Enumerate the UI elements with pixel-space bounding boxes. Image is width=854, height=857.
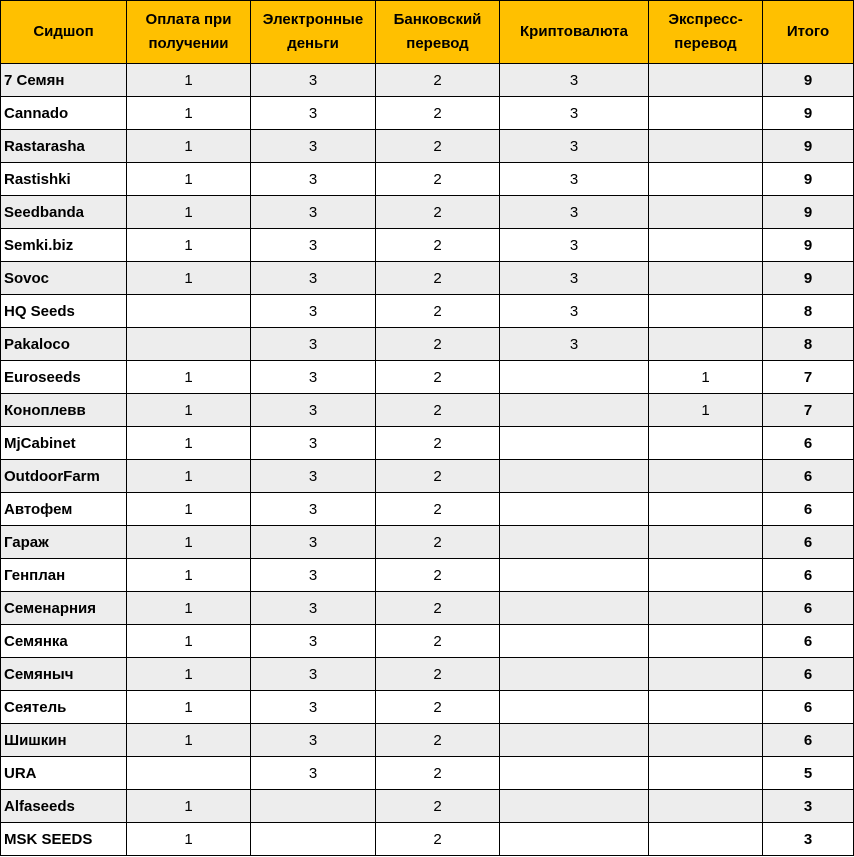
- table-row: [1, 328, 854, 361]
- express-transfer-cell: [649, 790, 763, 823]
- seedshop-cell: MSK SEEDS: [1, 823, 127, 856]
- express-transfer-cell: [649, 97, 763, 130]
- express-transfer-cell: [649, 724, 763, 757]
- table-row: [1, 130, 854, 163]
- seedshop-cell: OutdoorFarm: [1, 460, 127, 493]
- table-row: [1, 460, 854, 493]
- header-seedshop: Сидшоп: [1, 1, 127, 64]
- table-row: [1, 592, 854, 625]
- bank-transfer-cell: 2: [376, 592, 500, 625]
- total-cell: 6: [763, 691, 854, 724]
- seedshop-cell: Pakaloco: [1, 328, 127, 361]
- cash-on-delivery-cell: 1: [127, 592, 251, 625]
- bank-transfer-cell: 2: [376, 790, 500, 823]
- crypto-cell: [500, 823, 649, 856]
- crypto-cell: [500, 394, 649, 427]
- e-money-cell: 3: [251, 691, 376, 724]
- cash-on-delivery-cell: 1: [127, 559, 251, 592]
- crypto-cell: [500, 724, 649, 757]
- crypto-cell: [500, 790, 649, 823]
- table-row: [1, 295, 854, 328]
- seedshop-cell: Sovoc: [1, 262, 127, 295]
- total-cell: 8: [763, 328, 854, 361]
- express-transfer-cell: [649, 757, 763, 790]
- cash-on-delivery-cell: [127, 295, 251, 328]
- bank-transfer-cell: 2: [376, 163, 500, 196]
- header-total: Итого: [763, 1, 854, 64]
- crypto-cell: [500, 691, 649, 724]
- header-bank-transfer: Банковский перевод: [376, 1, 500, 64]
- total-cell: 9: [763, 97, 854, 130]
- total-cell: 9: [763, 196, 854, 229]
- e-money-cell: 3: [251, 658, 376, 691]
- total-cell: 6: [763, 724, 854, 757]
- cash-on-delivery-cell: 1: [127, 97, 251, 130]
- cash-on-delivery-cell: 1: [127, 163, 251, 196]
- express-transfer-cell: [649, 625, 763, 658]
- express-transfer-cell: [649, 130, 763, 163]
- crypto-cell: [500, 592, 649, 625]
- total-cell: 6: [763, 658, 854, 691]
- crypto-cell: [500, 559, 649, 592]
- crypto-cell: 3: [500, 196, 649, 229]
- seedshop-cell: Rastishki: [1, 163, 127, 196]
- express-transfer-cell: [649, 526, 763, 559]
- e-money-cell: 3: [251, 262, 376, 295]
- express-transfer-cell: 1: [649, 361, 763, 394]
- crypto-cell: 3: [500, 130, 649, 163]
- crypto-cell: [500, 427, 649, 460]
- crypto-cell: [500, 493, 649, 526]
- header-e-money: Электронные деньги: [251, 1, 376, 64]
- cash-on-delivery-cell: 1: [127, 427, 251, 460]
- express-transfer-cell: [649, 823, 763, 856]
- table-row: [1, 658, 854, 691]
- e-money-cell: 3: [251, 97, 376, 130]
- bank-transfer-cell: 2: [376, 460, 500, 493]
- seedshop-cell: Семяныч: [1, 658, 127, 691]
- cash-on-delivery-cell: [127, 328, 251, 361]
- cash-on-delivery-cell: 1: [127, 691, 251, 724]
- total-cell: 6: [763, 559, 854, 592]
- table-row: [1, 526, 854, 559]
- bank-transfer-cell: 2: [376, 691, 500, 724]
- e-money-cell: 3: [251, 427, 376, 460]
- e-money-cell: 3: [251, 361, 376, 394]
- bank-transfer-cell: 2: [376, 625, 500, 658]
- express-transfer-cell: [649, 592, 763, 625]
- e-money-cell: 3: [251, 130, 376, 163]
- seedshop-cell: Seedbanda: [1, 196, 127, 229]
- seedshop-cell: MjCabinet: [1, 427, 127, 460]
- cash-on-delivery-cell: 1: [127, 493, 251, 526]
- table-row: [1, 394, 854, 427]
- total-cell: 6: [763, 625, 854, 658]
- e-money-cell: 3: [251, 163, 376, 196]
- e-money-cell: 3: [251, 592, 376, 625]
- table-row: [1, 691, 854, 724]
- e-money-cell: 3: [251, 526, 376, 559]
- total-cell: 9: [763, 64, 854, 97]
- express-transfer-cell: [649, 163, 763, 196]
- e-money-cell: [251, 790, 376, 823]
- e-money-cell: 3: [251, 295, 376, 328]
- express-transfer-cell: [649, 691, 763, 724]
- seedshop-cell: Шишкин: [1, 724, 127, 757]
- seedshop-cell: HQ Seeds: [1, 295, 127, 328]
- bank-transfer-cell: 2: [376, 394, 500, 427]
- cash-on-delivery-cell: 1: [127, 658, 251, 691]
- header-cash-on-delivery: Оплата при получении: [127, 1, 251, 64]
- total-cell: 9: [763, 163, 854, 196]
- express-transfer-cell: [649, 460, 763, 493]
- header-express-transfer: Экспресс- перевод: [649, 1, 763, 64]
- e-money-cell: 3: [251, 559, 376, 592]
- express-transfer-cell: [649, 64, 763, 97]
- seedshop-cell: Коноплевв: [1, 394, 127, 427]
- cash-on-delivery-cell: 1: [127, 262, 251, 295]
- express-transfer-cell: [649, 427, 763, 460]
- total-cell: 6: [763, 592, 854, 625]
- crypto-cell: 3: [500, 229, 649, 262]
- cash-on-delivery-cell: 1: [127, 790, 251, 823]
- header-crypto: Криптовалюта: [500, 1, 649, 64]
- seedshop-cell: Семянка: [1, 625, 127, 658]
- e-money-cell: 3: [251, 625, 376, 658]
- express-transfer-cell: [649, 262, 763, 295]
- seedshop-cell: Гараж: [1, 526, 127, 559]
- bank-transfer-cell: 2: [376, 493, 500, 526]
- e-money-cell: 3: [251, 229, 376, 262]
- crypto-cell: 3: [500, 163, 649, 196]
- table-row: [1, 229, 854, 262]
- total-cell: 6: [763, 427, 854, 460]
- seedshop-cell: Euroseeds: [1, 361, 127, 394]
- crypto-cell: 3: [500, 64, 649, 97]
- express-transfer-cell: [649, 658, 763, 691]
- crypto-cell: 3: [500, 262, 649, 295]
- bank-transfer-cell: 2: [376, 724, 500, 757]
- seedshop-cell: URA: [1, 757, 127, 790]
- e-money-cell: 3: [251, 460, 376, 493]
- crypto-cell: [500, 757, 649, 790]
- seedshop-cell: Семенарния: [1, 592, 127, 625]
- crypto-cell: [500, 658, 649, 691]
- table-row: [1, 64, 854, 97]
- header-row: [1, 1, 854, 64]
- crypto-cell: [500, 526, 649, 559]
- express-transfer-cell: [649, 493, 763, 526]
- express-transfer-cell: [649, 328, 763, 361]
- e-money-cell: 3: [251, 328, 376, 361]
- bank-transfer-cell: 2: [376, 757, 500, 790]
- total-cell: 3: [763, 790, 854, 823]
- table-row: [1, 196, 854, 229]
- table-row: [1, 427, 854, 460]
- bank-transfer-cell: 2: [376, 295, 500, 328]
- total-cell: 9: [763, 130, 854, 163]
- crypto-cell: 3: [500, 295, 649, 328]
- bank-transfer-cell: 2: [376, 427, 500, 460]
- e-money-cell: 3: [251, 724, 376, 757]
- bank-transfer-cell: 2: [376, 526, 500, 559]
- cash-on-delivery-cell: 1: [127, 196, 251, 229]
- total-cell: 9: [763, 262, 854, 295]
- cash-on-delivery-cell: 1: [127, 361, 251, 394]
- express-transfer-cell: [649, 196, 763, 229]
- seedshop-cell: Автофем: [1, 493, 127, 526]
- cash-on-delivery-cell: 1: [127, 625, 251, 658]
- bank-transfer-cell: 2: [376, 823, 500, 856]
- bank-transfer-cell: 2: [376, 328, 500, 361]
- bank-transfer-cell: 2: [376, 229, 500, 262]
- e-money-cell: 3: [251, 196, 376, 229]
- total-cell: 9: [763, 229, 854, 262]
- bank-transfer-cell: 2: [376, 97, 500, 130]
- cash-on-delivery-cell: 1: [127, 460, 251, 493]
- express-transfer-cell: [649, 229, 763, 262]
- bank-transfer-cell: 2: [376, 130, 500, 163]
- cash-on-delivery-cell: 1: [127, 229, 251, 262]
- total-cell: 7: [763, 361, 854, 394]
- seedshop-cell: Semki.biz: [1, 229, 127, 262]
- total-cell: 8: [763, 295, 854, 328]
- cash-on-delivery-cell: 1: [127, 394, 251, 427]
- crypto-cell: [500, 625, 649, 658]
- table-row: [1, 163, 854, 196]
- seedshop-cell: 7 Семян: [1, 64, 127, 97]
- table-row: [1, 790, 854, 823]
- e-money-cell: 3: [251, 493, 376, 526]
- bank-transfer-cell: 2: [376, 559, 500, 592]
- bank-transfer-cell: 2: [376, 361, 500, 394]
- total-cell: 5: [763, 757, 854, 790]
- e-money-cell: 3: [251, 757, 376, 790]
- cash-on-delivery-cell: 1: [127, 64, 251, 97]
- cash-on-delivery-cell: 1: [127, 130, 251, 163]
- table-body: [1, 64, 854, 856]
- crypto-cell: 3: [500, 328, 649, 361]
- express-transfer-cell: 1: [649, 394, 763, 427]
- table-row: [1, 724, 854, 757]
- cash-on-delivery-cell: 1: [127, 526, 251, 559]
- table-row: [1, 823, 854, 856]
- seedshop-cell: Генплан: [1, 559, 127, 592]
- total-cell: 6: [763, 493, 854, 526]
- total-cell: 3: [763, 823, 854, 856]
- seedshop-cell: Сеятель: [1, 691, 127, 724]
- bank-transfer-cell: 2: [376, 64, 500, 97]
- table-row: [1, 559, 854, 592]
- crypto-cell: 3: [500, 97, 649, 130]
- total-cell: 6: [763, 460, 854, 493]
- table-row: [1, 262, 854, 295]
- express-transfer-cell: [649, 559, 763, 592]
- seedshop-cell: Alfaseeds: [1, 790, 127, 823]
- seedshop-cell: Rastarasha: [1, 130, 127, 163]
- bank-transfer-cell: 2: [376, 196, 500, 229]
- seedshop-cell: Cannado: [1, 97, 127, 130]
- cash-on-delivery-cell: [127, 757, 251, 790]
- table-row: [1, 97, 854, 130]
- cash-on-delivery-cell: 1: [127, 823, 251, 856]
- table-row: [1, 625, 854, 658]
- table-row: [1, 361, 854, 394]
- crypto-cell: [500, 361, 649, 394]
- total-cell: 7: [763, 394, 854, 427]
- table-row: [1, 493, 854, 526]
- table-row: [1, 757, 854, 790]
- e-money-cell: [251, 823, 376, 856]
- e-money-cell: 3: [251, 64, 376, 97]
- bank-transfer-cell: 2: [376, 262, 500, 295]
- e-money-cell: 3: [251, 394, 376, 427]
- cash-on-delivery-cell: 1: [127, 724, 251, 757]
- bank-transfer-cell: 2: [376, 658, 500, 691]
- total-cell: 6: [763, 526, 854, 559]
- express-transfer-cell: [649, 295, 763, 328]
- crypto-cell: [500, 460, 649, 493]
